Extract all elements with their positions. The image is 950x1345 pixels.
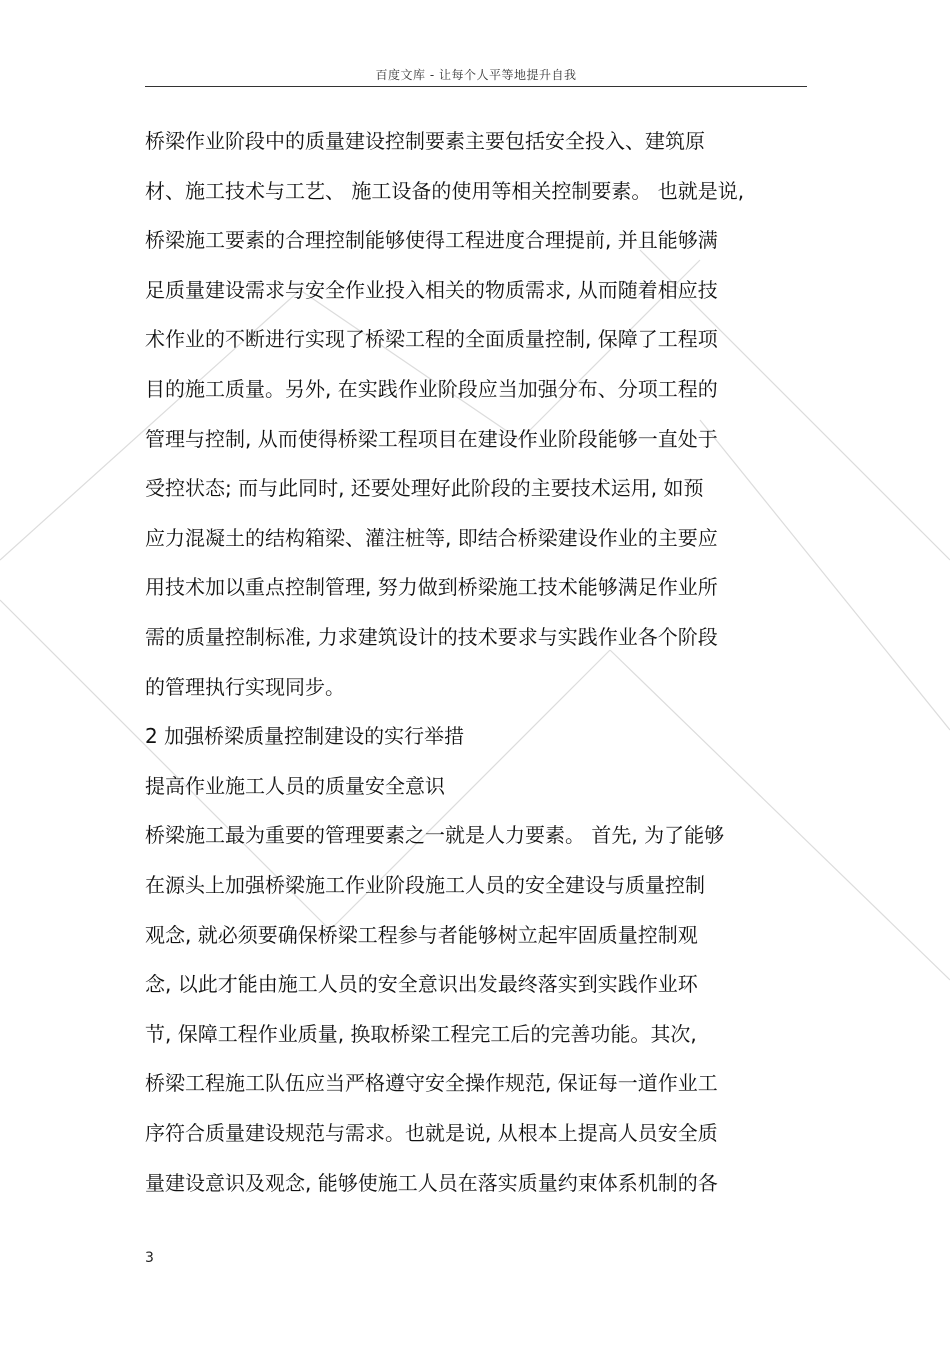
- body-text-line: 目的施工质量。另外, 在实践作业阶段应当加强分布、分项工程的: [145, 377, 718, 401]
- body-text-line: 桥梁施工要素的合理控制能够使得工程进度合理提前, 并且能够满: [145, 228, 718, 252]
- body-text-line: 桥梁作业阶段中的质量建设控制要素主要包括安全投入、建筑原: [145, 129, 705, 153]
- body-text-line: 2 加强桥梁质量控制建设的实行举措: [145, 724, 465, 748]
- body-text-line: 桥梁施工最为重要的管理要素之一就是人力要素。 首先, 为了能够: [145, 823, 725, 847]
- body-text-line: 观念, 就必须要确保桥梁工程参与者能够树立起牢固质量控制观: [145, 923, 698, 947]
- body-text-line: 提高作业施工人员的质量安全意识: [145, 774, 445, 798]
- body-text-line: 应力混凝土的结构箱梁、灌注桩等, 即结合桥梁建设作业的主要应: [145, 526, 718, 550]
- body-text-line: 受控状态; 而与此同时, 还要处理好此阶段的主要技术运用, 如预: [145, 476, 704, 500]
- body-text-line: 序符合质量建设规范与需求。也就是说, 从根本上提高人员安全质: [145, 1121, 718, 1145]
- page-header: 百度文库 - 让每个人平等地提升自我: [375, 68, 577, 82]
- body-text-line: 管理与控制, 从而使得桥梁工程项目在建设作业阶段能够一直处于: [145, 427, 718, 451]
- body-text-line: 量建设意识及观念, 能够使施工人员在落实质量约束体系机制的各: [145, 1171, 718, 1195]
- body-text-line: 念, 以此才能由施工人员的安全意识出发最终落实到实践作业环: [145, 972, 698, 996]
- body-text-line: 节, 保障工程作业质量, 换取桥梁工程完工后的完善功能。其次,: [145, 1022, 697, 1046]
- body-text-line: 足质量建设需求与安全作业投入相关的物质需求, 从而随着相应技: [145, 278, 718, 302]
- page-number: 3: [145, 1250, 154, 1266]
- body-text-line: 桥梁工程施工队伍应当严格遵守安全操作规范, 保证每一道作业工: [145, 1071, 718, 1095]
- body-text-line: 需的质量控制标准, 力求建筑设计的技术要求与实践作业各个阶段: [145, 625, 718, 649]
- header-rule: [145, 86, 807, 87]
- body-text-line: 用技术加以重点控制管理, 努力做到桥梁施工技术能够满足作业所: [145, 575, 718, 599]
- body-text-line: 材、施工技术与工艺、 施工设备的使用等相关控制要素。 也就是说,: [145, 179, 745, 203]
- body-text-line: 在源头上加强桥梁施工作业阶段施工人员的安全建设与质量控制: [145, 873, 705, 897]
- body-text-line: 的管理执行实现同步。: [145, 675, 345, 699]
- body-text-line: 术作业的不断进行实现了桥梁工程的全面质量控制, 保障了工程项: [145, 327, 718, 351]
